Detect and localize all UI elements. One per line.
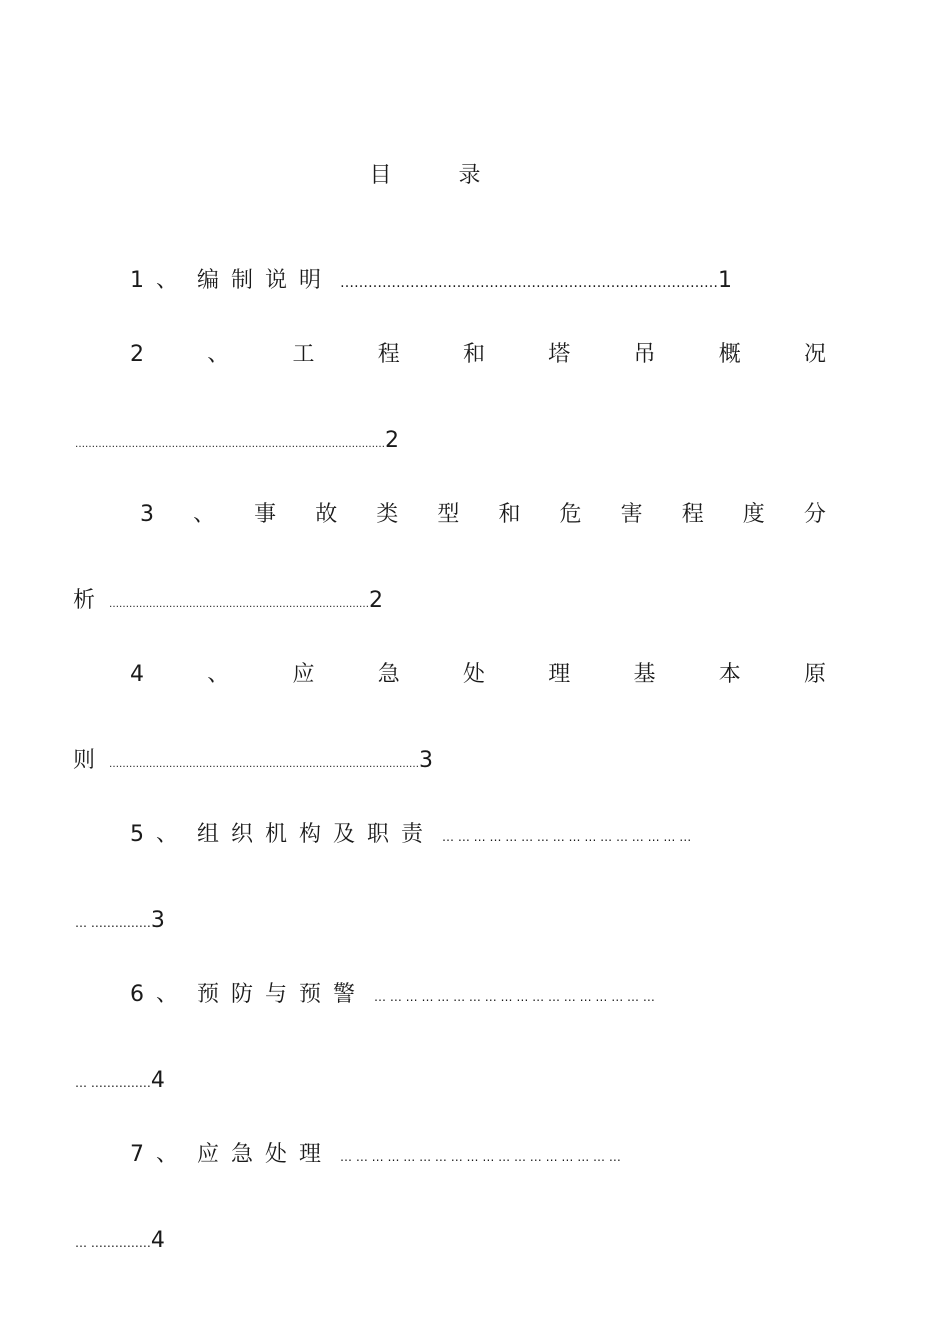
toc-char: 急 [377,662,400,687]
toc-entry-number: 6、 [130,982,190,1007]
toc-char: 分 [803,502,826,527]
toc-char: 2 [130,342,144,367]
toc-page-number: 4 [150,1228,165,1253]
toc-entry-text: 组织机构及职责 [197,822,436,847]
toc-char: 故 [315,502,338,527]
toc-entry-6[interactable] [130,980,840,1012]
toc-leader-dots: … …………… [75,1076,151,1090]
toc-entry-3-continuation [73,586,383,620]
toc-entry-text: 编制说明 [197,268,334,293]
toc-entry-1[interactable] [130,266,830,298]
toc-entry-text: 应急处理 [197,1142,334,1167]
toc-page-number: 3 [150,908,165,933]
toc-entry-4-continuation [73,746,433,780]
toc-char: 工 [292,342,315,367]
toc-entry-number: 1、 [130,268,190,293]
toc-char: 程 [681,502,704,527]
toc-entry-text: 预防与预警 [197,982,368,1007]
toc-leader-dots: …………………………………………………………………… [109,599,370,610]
toc-char: 、 [207,342,230,367]
toc-page-number: 2 [385,428,399,453]
toc-page-number: 4 [150,1068,165,1093]
toc-char: 程 [377,342,400,367]
toc-entry-7[interactable] [130,1140,840,1172]
toc-entry-4[interactable] [130,660,826,690]
toc-leader-dots: ……………………………………………………………………… [340,275,719,291]
toc-char: 塔 [548,342,571,367]
toc-char: 危 [559,502,582,527]
toc-entry-6-continuation [75,1066,165,1098]
toc-char: 、 [193,502,216,527]
toc-char: 则 [73,748,96,773]
toc-entry-3[interactable] [140,500,826,530]
toc-entry-number: 7、 [130,1142,190,1167]
toc-entry-5-continuation [75,906,165,938]
toc-char: 度 [742,502,765,527]
toc-char: 吊 [633,342,656,367]
toc-entry-number: 5、 [130,822,190,847]
toc-page-number: 2 [369,588,384,613]
toc-char: 型 [437,502,460,527]
toc-char: 和 [498,502,521,527]
toc-char: 、 [207,662,230,687]
toc-leader-dots: … …………… [75,1236,151,1250]
toc-char: 处 [462,662,485,687]
toc-entry-2-continuation [75,426,399,460]
toc-char: 事 [254,502,277,527]
toc-leader-dots: ………………………………………………………………………………… [109,759,420,770]
toc-char: 况 [803,342,826,367]
toc-char: 理 [548,662,571,687]
toc-char: 应 [292,662,315,687]
toc-leader-dots: ………………………………………………………………………………… [75,439,385,450]
toc-char: 概 [718,342,741,367]
toc-page-number: 1 [718,268,733,293]
toc-char: 类 [376,502,399,527]
toc-leader-dots: … … … … … … … … … … … … … … … … … … [374,990,655,1004]
toc-leader-dots: … … … … … … … … … … … … … … … … [442,830,692,844]
toc-char: 4 [130,662,144,687]
toc-leader-dots: … …………… [75,916,151,930]
toc-char: 本 [718,662,741,687]
toc-char: 析 [73,588,96,613]
toc-char: 害 [620,502,643,527]
toc-char: 原 [803,662,826,687]
toc-entry-5[interactable] [130,820,840,852]
toc-entry-2[interactable] [130,340,826,370]
toc-entry-7-continuation [75,1226,165,1258]
toc-leader-dots: … … … … … … … … … … … … … … … … … … [340,1150,621,1164]
toc-title: 目 录 [369,163,511,188]
toc-char: 3 [140,502,154,527]
toc-char: 和 [462,342,485,367]
toc-page-number: 3 [419,748,434,773]
toc-char: 基 [633,662,656,687]
